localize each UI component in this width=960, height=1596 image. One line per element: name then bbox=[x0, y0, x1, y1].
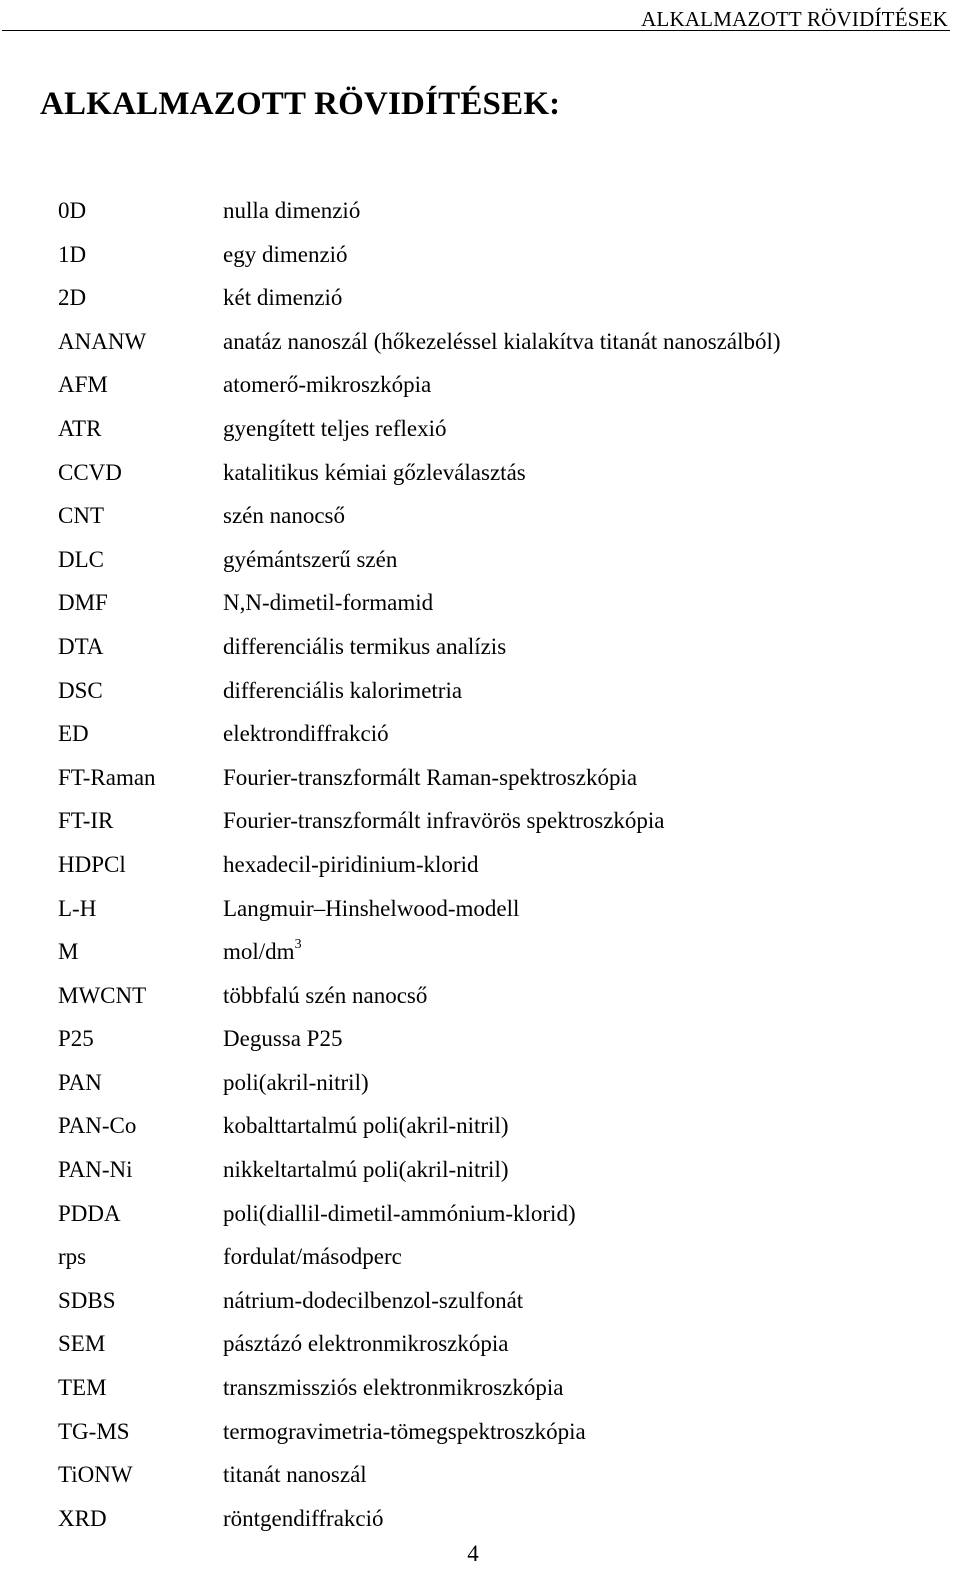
abbreviation-definition bbox=[223, 891, 519, 927]
abbreviation-definition bbox=[223, 629, 506, 665]
page-title: ALKALMAZOTT RÖVIDÍTÉSEK: bbox=[40, 86, 561, 122]
abbreviation-term: PDDA bbox=[58, 1200, 121, 1226]
abbreviation-term: XRD bbox=[58, 1505, 107, 1531]
abbreviation-definition bbox=[223, 1501, 384, 1537]
abbreviation-definition-text: hexadecil-piridinium-klorid bbox=[223, 851, 479, 877]
abbreviation-definition-text: titanát nanoszál bbox=[223, 1462, 367, 1488]
abbreviation-definition-text: N,N-dimetil-formamid bbox=[223, 590, 434, 616]
abbreviation-definition bbox=[223, 1283, 523, 1319]
abbreviation-row bbox=[58, 498, 938, 542]
abbreviation-definition-text: pásztázó elektronmikroszkópia bbox=[223, 1331, 509, 1357]
abbreviation-term: FT-Raman bbox=[58, 764, 156, 790]
abbreviation-definition-text: katalitikus kémiai gőzleválasztás bbox=[223, 459, 526, 485]
abbreviation-definition-text: gyémántszerű szén bbox=[223, 546, 398, 572]
abbreviation-term: DMF bbox=[58, 590, 108, 616]
abbreviation-row bbox=[58, 1239, 938, 1283]
abbreviation-term: rps bbox=[58, 1244, 87, 1270]
abbreviation-definition bbox=[223, 193, 360, 229]
abbreviation-row bbox=[58, 1326, 938, 1370]
running-header bbox=[2, 4, 950, 31]
abbreviation-definition-text: poli(akril-nitril) bbox=[223, 1069, 369, 1095]
abbreviation-definition bbox=[223, 803, 665, 839]
abbreviation-term: AFM bbox=[58, 372, 108, 398]
abbreviation-term: CCVD bbox=[58, 459, 122, 485]
abbreviation-term: PAN-Ni bbox=[58, 1157, 133, 1183]
abbreviation-list bbox=[58, 193, 938, 1544]
abbreviation-row bbox=[58, 1501, 938, 1545]
abbreviation-row bbox=[58, 1021, 938, 1065]
abbreviation-definition-text: nulla dimenzió bbox=[223, 198, 361, 223]
abbreviation-definition-text: kobalttartalmú poli(akril-nitril) bbox=[223, 1113, 509, 1139]
abbreviation-definition bbox=[223, 978, 427, 1014]
abbreviation-term: P25 bbox=[58, 1026, 94, 1052]
abbreviation-term: M bbox=[58, 939, 79, 965]
abbreviation-row bbox=[58, 1108, 938, 1152]
abbreviation-term: 2D bbox=[58, 285, 87, 311]
abbreviation-row bbox=[58, 1414, 938, 1458]
abbreviation-term: MWCNT bbox=[58, 982, 147, 1008]
abbreviation-definition bbox=[223, 367, 431, 403]
page-number: 4 bbox=[467, 1541, 479, 1566]
abbreviation-term: ATR bbox=[58, 415, 102, 441]
abbreviation-term: 0D bbox=[58, 198, 87, 223]
abbreviation-row bbox=[58, 629, 938, 673]
abbreviation-row bbox=[58, 1370, 938, 1414]
abbreviation-row bbox=[58, 1065, 938, 1109]
abbreviation-definition-text: differenciális termikus analízis bbox=[223, 633, 507, 659]
abbreviation-definition-text: poli(diallil-dimetil-ammónium-klorid) bbox=[223, 1200, 576, 1226]
abbreviation-definition-text: Fourier-transzformált infravörös spektroszkópia bbox=[223, 808, 665, 834]
abbreviation-definition bbox=[223, 542, 397, 578]
abbreviation-definition-text: egy dimenzió bbox=[223, 241, 348, 267]
abbreviation-row bbox=[58, 1283, 938, 1327]
abbreviation-definition bbox=[223, 1065, 369, 1101]
abbreviation-definition bbox=[223, 1021, 342, 1057]
abbreviation-term: HDPCl bbox=[58, 851, 126, 877]
abbreviation-definition-text: fordulat/másodperc bbox=[223, 1244, 402, 1270]
abbreviation-definition bbox=[223, 411, 447, 447]
abbreviation-definition-text: két dimenzió bbox=[223, 285, 343, 311]
abbreviation-definition bbox=[223, 1152, 509, 1188]
abbreviation-definition-text: szén nanocső bbox=[223, 503, 345, 529]
abbreviation-term: TiONW bbox=[58, 1462, 133, 1488]
abbreviation-definition-text: gyengített teljes reflexió bbox=[223, 415, 447, 441]
abbreviation-definition-text: Fourier-transzformált Raman-spektroszkópia bbox=[223, 764, 638, 790]
abbreviation-row bbox=[58, 760, 938, 804]
abbreviation-row bbox=[58, 978, 938, 1022]
abbreviation-row bbox=[58, 280, 938, 324]
abbreviation-definition-text: mol/dm bbox=[223, 939, 295, 965]
abbreviation-definition bbox=[223, 498, 345, 534]
abbreviation-row bbox=[58, 1457, 938, 1501]
abbreviation-definition bbox=[223, 280, 342, 316]
abbreviation-definition-text: többfalú szén nanocső bbox=[223, 982, 428, 1008]
abbreviation-definition-text: Degussa P25 bbox=[223, 1026, 343, 1052]
abbreviation-term: PAN-Co bbox=[58, 1113, 137, 1139]
abbreviation-definition-text: nikkeltartalmú poli(akril-nitril) bbox=[223, 1157, 509, 1183]
abbreviation-definition bbox=[223, 1196, 576, 1232]
abbreviation-row bbox=[58, 585, 938, 629]
abbreviation-definition-text: atomerő-mikroszkópia bbox=[223, 372, 432, 398]
definition-superscript: 3 bbox=[294, 937, 302, 953]
abbreviation-row bbox=[58, 237, 938, 281]
abbreviation-definition bbox=[223, 1326, 508, 1362]
abbreviation-definition-text: elektrondiffrakció bbox=[223, 721, 389, 747]
abbreviation-term: TG-MS bbox=[58, 1418, 130, 1444]
abbreviation-definition-text: transzmissziós elektronmikroszkópia bbox=[223, 1375, 564, 1401]
abbreviation-row bbox=[58, 891, 938, 935]
abbreviation-term: SDBS bbox=[58, 1287, 116, 1313]
abbreviation-definition bbox=[223, 1239, 402, 1275]
abbreviation-term: PAN bbox=[58, 1069, 102, 1095]
abbreviation-row bbox=[58, 934, 938, 978]
abbreviation-definition bbox=[223, 1414, 586, 1450]
abbreviation-definition-text: Langmuir–Hinshelwood-modell bbox=[223, 895, 520, 921]
abbreviation-definition-text: röntgendiffrakció bbox=[223, 1505, 384, 1531]
abbreviation-term: 1D bbox=[58, 241, 87, 267]
abbreviation-definition-text: termogravimetria-tömegspektroszkópia bbox=[223, 1418, 586, 1444]
abbreviation-term: FT-IR bbox=[58, 808, 114, 834]
abbreviation-row bbox=[58, 324, 938, 368]
abbreviation-definition bbox=[223, 585, 433, 621]
abbreviation-term: ANANW bbox=[58, 328, 147, 354]
abbreviation-row bbox=[58, 455, 938, 499]
abbreviation-row bbox=[58, 1152, 938, 1196]
abbreviation-definition bbox=[223, 1108, 509, 1144]
abbreviation-row bbox=[58, 673, 938, 717]
abbreviation-definition bbox=[223, 716, 389, 752]
abbreviation-term: DLC bbox=[58, 546, 104, 572]
abbreviation-definition-text: differenciális kalorimetria bbox=[223, 677, 463, 703]
abbreviation-row bbox=[58, 411, 938, 455]
abbreviation-definition-text: nátrium-dodecilbenzol-szulfonát bbox=[223, 1287, 524, 1313]
running-header-title: ALKALMAZOTT RÖVIDÍTÉSEK bbox=[641, 7, 948, 31]
abbreviation-term: SEM bbox=[58, 1331, 106, 1357]
abbreviation-term: CNT bbox=[58, 503, 104, 529]
abbreviation-definition bbox=[223, 237, 348, 273]
abbreviation-row bbox=[58, 847, 938, 891]
abbreviation-term: DTA bbox=[58, 633, 104, 659]
abbreviation-row bbox=[58, 1196, 938, 1240]
abbreviation-row bbox=[58, 542, 938, 586]
abbreviation-definition bbox=[223, 1370, 563, 1406]
abbreviation-row bbox=[58, 193, 938, 237]
abbreviation-term: TEM bbox=[58, 1375, 107, 1401]
abbreviation-definition bbox=[223, 324, 781, 360]
abbreviation-row bbox=[58, 716, 938, 760]
abbreviation-definition bbox=[223, 673, 462, 709]
abbreviation-term: L-H bbox=[58, 895, 97, 921]
abbreviation-definition-text: anatáz nanoszál (hőkezeléssel kialakítva titanát nanoszálból) bbox=[223, 328, 781, 354]
abbreviation-definition bbox=[223, 847, 478, 883]
abbreviation-term: ED bbox=[58, 721, 89, 747]
abbreviation-definition bbox=[223, 934, 302, 970]
abbreviation-definition bbox=[223, 455, 526, 491]
abbreviation-definition bbox=[223, 1457, 367, 1493]
abbreviation-row bbox=[58, 803, 938, 847]
abbreviation-row bbox=[58, 367, 938, 411]
abbreviation-definition bbox=[223, 760, 637, 796]
abbreviation-term: DSC bbox=[58, 677, 103, 703]
